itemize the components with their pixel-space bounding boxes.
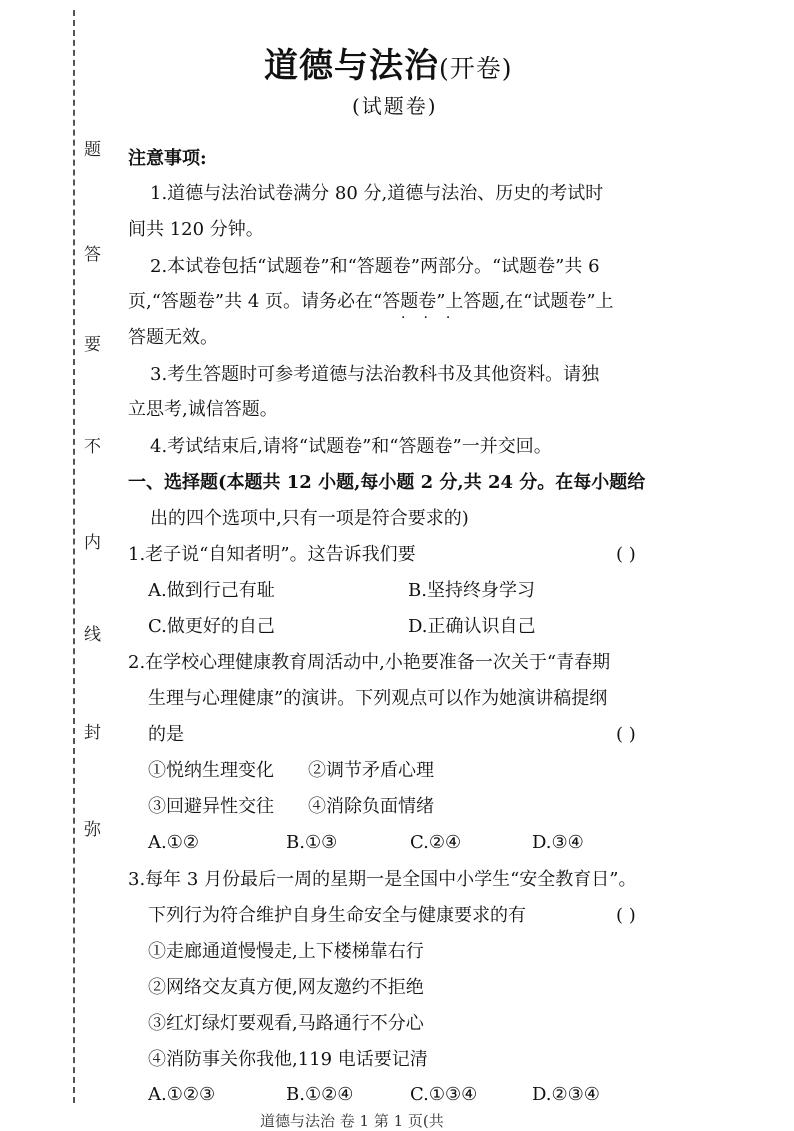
question-stem: 3.每年 3 月份最后一周的星期一是全国中小学生“安全教育日”。 (128, 869, 637, 890)
notice-line: 1.道德与法治试卷满分 80 分,道德与法治、历史的考试时 (150, 183, 604, 204)
margin-char: 题 (84, 140, 101, 160)
statement-item: ④消除负面情绪 (308, 796, 434, 817)
option-c: C.①③④ (410, 1084, 478, 1105)
margin-char: 内 (84, 533, 101, 553)
statement-item: ②网络交友真方便,网友邀约不拒绝 (148, 977, 424, 998)
page-footer: 道德与法治 卷 1 第 1 页(共 (260, 1112, 444, 1130)
answer-blank: ( ) (616, 544, 636, 565)
title-sub: (开卷) (439, 54, 513, 83)
option-d: D.正确认识自己 (408, 616, 536, 637)
question-stem: 的是 (148, 724, 184, 745)
margin-char: 不 (84, 437, 101, 457)
notice-line: 3.考生答题时可参考道德与法治教科书及其他资料。请独 (150, 364, 600, 385)
binding-line (73, 10, 75, 1103)
notice-line: 4.考试结束后,请将“试题卷”和“答题卷”一并交回。 (150, 436, 552, 457)
notice-line: 间共 120 分钟。 (128, 219, 264, 240)
page-title (264, 38, 513, 87)
statement-item: ①走廊通道慢慢走,上下楼梯靠右行 (148, 941, 424, 962)
emphasis-dots: ··· (401, 310, 469, 326)
section-desc: 出的四个选项中,只有一项是符合要求的) (150, 508, 469, 529)
notice-line: 立思考,诚信答题。 (128, 399, 278, 420)
margin-char: 要 (84, 335, 101, 355)
option-b: B.①②④ (286, 1084, 354, 1105)
question-stem: 1.老子说“自知者明”。这告诉我们要 (128, 544, 416, 565)
notice-line: 2.本试卷包括“试题卷”和“答题卷”两部分。“试题卷”共 6 (150, 256, 600, 277)
margin-char: 线 (84, 625, 101, 645)
option-a: A.①② (148, 832, 199, 853)
margin-char: 答 (84, 245, 101, 265)
statement-item: ③回避异性交往 (148, 796, 274, 817)
statement-item: ③红灯绿灯要观看,马路通行不分心 (148, 1013, 424, 1034)
title-main: 道德与法治 (264, 46, 439, 86)
statement-item: ①悦纳生理变化 (148, 760, 274, 781)
statement-item: ②调节矛盾心理 (308, 760, 434, 781)
answer-blank: ( ) (616, 724, 636, 745)
notice-heading: 注意事项: (128, 148, 207, 169)
section-label: 一、选择题(本题共 12 小题,每小题 2 分,共 24 分。在每小题给 (128, 472, 646, 493)
page-subtitle: (试题卷) (352, 94, 438, 118)
margin-char: 弥 (84, 820, 101, 840)
option-d: D.②③④ (532, 1084, 600, 1105)
question-stem: 2.在学校心理健康教育周活动中,小艳要准备一次关于“青春期 (128, 652, 611, 673)
option-c: C.做更好的自己 (148, 616, 275, 637)
section-heading (128, 472, 645, 494)
option-a: A.①②③ (148, 1084, 216, 1105)
option-c: C.②④ (410, 832, 462, 853)
option-b: B.①③ (286, 832, 338, 853)
margin-char: 封 (84, 723, 101, 743)
answer-blank: ( ) (616, 905, 636, 926)
notice-line: 答题无效。 (128, 327, 218, 348)
option-b: B.坚持终身学习 (408, 580, 535, 601)
question-stem: 下列行为符合维护自身生命安全与健康要求的有 (148, 905, 526, 926)
question-stem: 生理与心理健康”的演讲。下列观点可以作为她演讲稿提纲 (148, 688, 608, 709)
notice-line: 页,“答题卷”共 4 页。请务必在“答题卷”上答题,在“试题卷”上 (128, 291, 614, 312)
statement-item: ④消防事关你我他,119 电话要记清 (148, 1049, 428, 1070)
option-d: D.③④ (532, 832, 584, 853)
option-a: A.做到行己有耻 (148, 580, 275, 601)
